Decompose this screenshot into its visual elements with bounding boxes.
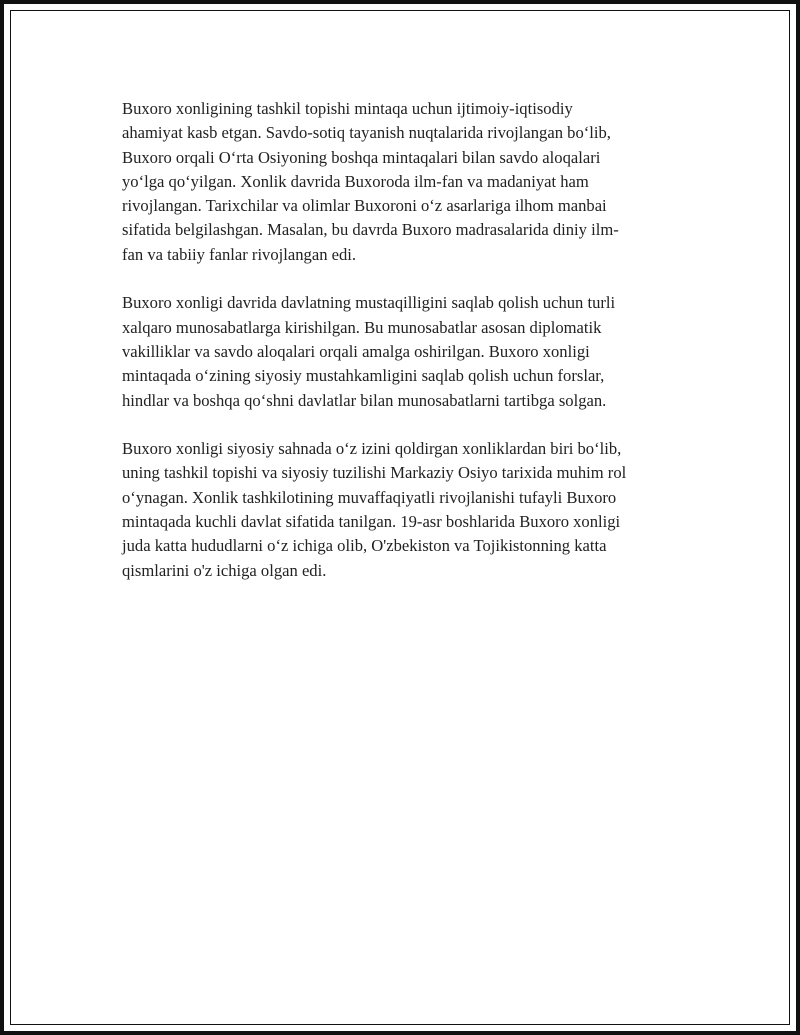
text-line: ahamiyat kasb etgan. Savdo-sotiq tayanish nuqtalarida rivojlangan bo‘lib, — [122, 123, 611, 143]
text-line: xalqaro munosabatlarga kirishilgan. Bu munosabatlar asosan diplomatik — [122, 317, 602, 337]
text-line: Buxoro xonligi davrida davlatning mustaqilligini saqlab qolish uchun turli — [122, 293, 616, 313]
paragraph-2 — [122, 291, 688, 412]
text-line: yo‘lga qo‘yilgan. Xonlik davrida Buxoroda ilm-fan va madaniyat ham — [122, 171, 589, 191]
text-line: fan va tabiiy fanlar rivojlangan edi. — [122, 244, 357, 264]
paragraph-3 — [122, 437, 688, 583]
text-line: qismlarini o'z ichiga olgan edi. — [122, 560, 327, 580]
document-body — [122, 97, 688, 607]
text-line: mintaqada o‘zining siyosiy mustahkamligini saqlab qolish uchun forslar, — [122, 366, 605, 386]
text-line: Buxoro xonligining tashkil topishi mintaqa uchun ijtimoiy-iqtisodiy — [122, 99, 573, 118]
text-line: sifatida belgilashgan. Masalan, bu davrda Buxoro madrasalarida diniy ilm- — [122, 220, 619, 240]
paragraph-1 — [122, 97, 688, 267]
text-line: uning tashkil topishi va siyosiy tuzilishi Markaziy Osiyo tarixida muhim rol — [122, 463, 627, 483]
text-line: hindlar va boshqa qo‘shni davlatlar bilan munosabatlarni tartibga solgan. — [122, 390, 607, 410]
text-line: Buxoro orqali O‘rta Osiyoning boshqa mintaqalari bilan savdo aloqalari — [122, 147, 601, 167]
text-line: Buxoro xonligi siyosiy sahnada o‘z izini qoldirgan xonliklardan biri bo‘lib, — [122, 439, 622, 459]
text-line: o‘ynagan. Xonlik tashkilotining muvaffaqiyatli rivojlanishi tufayli Buxoro — [122, 487, 617, 507]
text-line: rivojlangan. Tarixchilar va olimlar Buxoroni o‘z asarlariga ilhom manbai — [122, 196, 607, 216]
text-line: mintaqada kuchli davlat sifatida tanilgan. 19-asr boshlarida Buxoro xonligi — [122, 512, 621, 532]
text-line: juda katta hududlarni o‘z ichiga olib, O'zbekiston va Tojikistonning katta — [122, 536, 607, 556]
text-line: vakilliklar va savdo aloqalari orqali amalga oshirilgan. Buxoro xonligi — [122, 341, 590, 361]
